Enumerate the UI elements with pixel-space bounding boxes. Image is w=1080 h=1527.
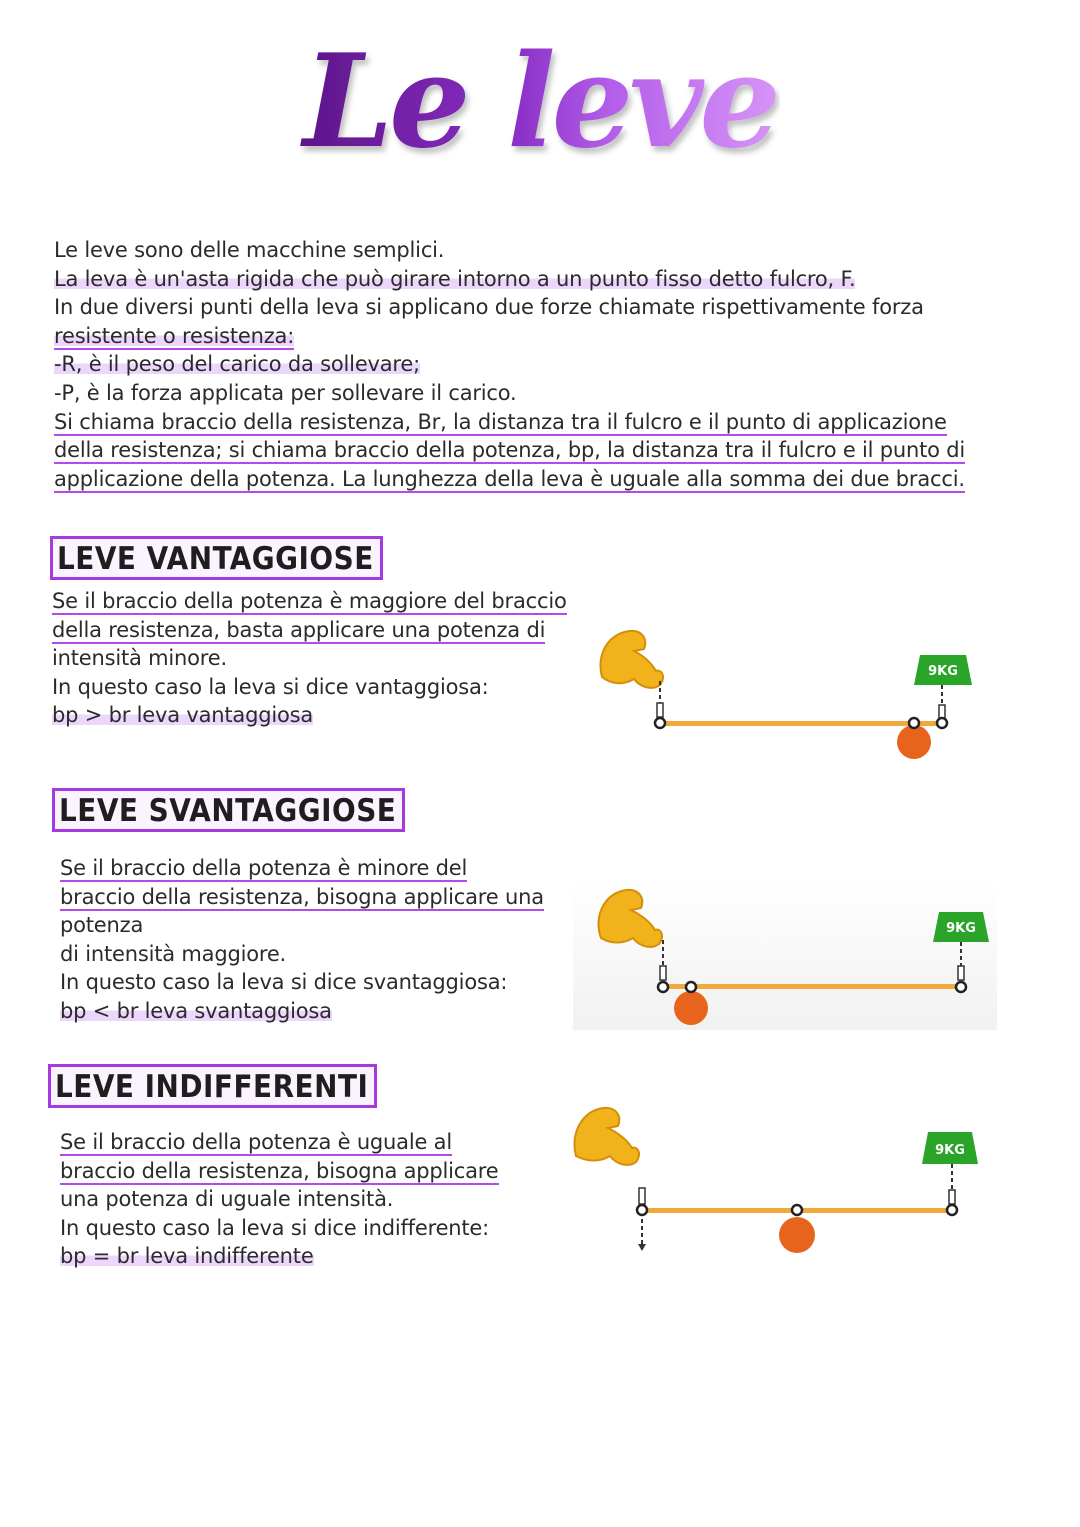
- heading-leve-vantaggiose: LEVE VANTAGGIOSE: [50, 536, 383, 580]
- heading-leve-svantaggiose: LEVE SVANTAGGIOSE: [52, 788, 405, 832]
- fulcrum-icon: [779, 1217, 815, 1253]
- section-line: bp < br leva svantaggiosa: [60, 998, 332, 1023]
- intro-paragraph: [54, 236, 1014, 493]
- section-line: Se il braccio della potenza è minore del: [60, 856, 468, 880]
- section-vantaggiose-text: [52, 587, 567, 730]
- section-line: Se il braccio della potenza è maggiore del braccio: [52, 589, 567, 613]
- fulcrum-icon: [674, 991, 708, 1025]
- intro-line: -P, è la forza applicata per sollevare il carico.: [54, 380, 517, 405]
- page-title: [300, 18, 780, 188]
- heading-leve-indifferenti: LEVE INDIFFERENTI: [48, 1064, 377, 1108]
- title-text: Le leve: [303, 27, 777, 177]
- weight-icon: [914, 655, 972, 685]
- intro-line: Si chiama braccio della resistenza, Br, la distanza tra il fulcro e il punto di applicazione: [54, 409, 947, 434]
- weight-label: 9KG: [928, 664, 958, 679]
- section-line: di intensità maggiore.: [60, 941, 287, 966]
- section-line: bp = br leva indifferente: [60, 1244, 314, 1269]
- section-line: In questo caso la leva si dice indifferente:: [60, 1215, 490, 1240]
- intro-line: La leva è un'asta rigida che può girare intorno a un punto fisso detto fulcro, F.: [54, 266, 856, 291]
- intro-line: applicazione della potenza. La lunghezza della leva è uguale alla somma dei due bracci.: [54, 466, 965, 491]
- section-line: una potenza di uguale intensità.: [60, 1187, 394, 1212]
- flexed-arm-icon: [599, 890, 662, 947]
- section-line: intensità minore.: [52, 646, 227, 671]
- lever-diagram-indifferente: [566, 1100, 996, 1260]
- section-line: bp > br leva vantaggiosa: [52, 703, 314, 728]
- intro-line: della resistenza; si chiama braccio della potenza, bp, la distanza tra il fulcro e il punto di: [54, 438, 966, 463]
- lever-diagram-svantaggiosa: [573, 880, 997, 1030]
- lever-diagram-vantaggiosa: [590, 625, 990, 765]
- section-line: potenza: [60, 913, 144, 938]
- intro-line: Le leve sono delle macchine semplici.: [54, 238, 445, 262]
- section-line: braccio della resistenza, bisogna applicare una: [60, 884, 544, 909]
- fulcrum-icon: [897, 725, 931, 759]
- section-line: braccio della resistenza, bisogna applicare: [60, 1158, 499, 1183]
- lever-bar: [660, 721, 944, 726]
- section-line: della resistenza, basta applicare una potenza di: [52, 617, 546, 642]
- weight-label: 9KG: [946, 921, 976, 936]
- title-lettering: [300, 18, 780, 188]
- flexed-arm-icon: [600, 631, 663, 688]
- section-svantaggiose-text: [60, 854, 544, 1026]
- weight-icon: [933, 912, 989, 942]
- section-line: In questo caso la leva si dice svantaggiosa:: [60, 970, 508, 995]
- section-indifferenti-text: [60, 1128, 499, 1271]
- lever-bar: [663, 984, 961, 989]
- section-line: Se il braccio della potenza è uguale al: [60, 1130, 452, 1154]
- section-line: In questo caso la leva si dice vantaggiosa:: [52, 674, 489, 699]
- intro-line: -R, è il peso del carico da sollevare;: [54, 352, 421, 377]
- flexed-arm-icon: [574, 1108, 639, 1165]
- intro-line: resistente o resistenza:: [54, 323, 295, 348]
- weight-icon: [922, 1132, 978, 1164]
- intro-line: In due diversi punti della leva si applicano due forze chiamate rispettivamente forza: [54, 295, 924, 320]
- weight-label: 9KG: [935, 1143, 965, 1158]
